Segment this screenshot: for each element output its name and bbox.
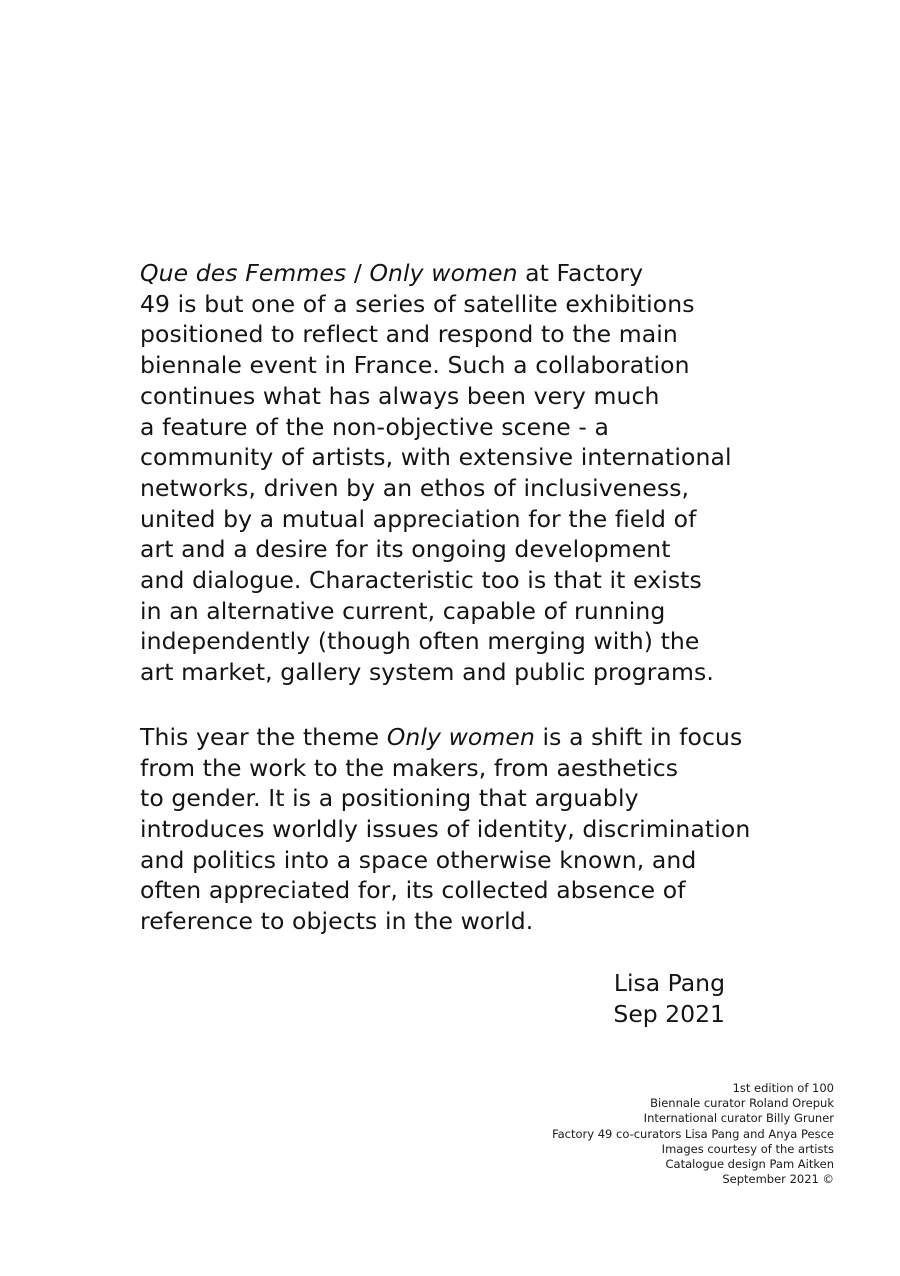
- essay-line: a feature of the non-objective scene - a: [140, 412, 609, 441]
- signature-date: Sep 2021: [613, 1000, 725, 1028]
- essay-line: introduces worldly issues of identity, discrimination: [140, 814, 751, 843]
- credit-line: Biennale curator Roland Orepuk: [650, 1096, 834, 1111]
- line-rest: is a shift in focus: [534, 722, 743, 751]
- theme-title: Only women: [386, 722, 535, 751]
- essay-line: and dialogue. Characteristic too is that it exists: [140, 566, 702, 595]
- line-rest: at Factory: [517, 259, 644, 287]
- essay-line: art and a desire for its ongoing development: [140, 535, 671, 564]
- essay-line: networks, driven by an ethos of inclusiveness,: [140, 473, 690, 502]
- essay-line: often appreciated for, its collected absence of: [140, 876, 686, 905]
- edition-note: 1st edition of 100: [732, 1081, 834, 1095]
- essay-line: and politics into a space otherwise known, and: [140, 845, 697, 874]
- essay-line: reference to objects in the world.: [140, 907, 534, 936]
- colophon: [414, 1081, 834, 1187]
- essay-line: 49 is but one of a series of satellite exhibitions: [140, 289, 695, 318]
- signature-block: [600, 968, 725, 1030]
- essay-text: [140, 258, 820, 937]
- paragraph-gap: [140, 688, 820, 722]
- copyright-line: September 2021 ©: [722, 1172, 834, 1187]
- essay-line: united by a mutual appreciation for the field of: [140, 504, 697, 533]
- credit-line: International curator Billy Gruner: [643, 1111, 834, 1126]
- title-separator: /: [346, 259, 370, 287]
- essay-line: to gender. It is a positioning that arguably: [140, 784, 639, 813]
- essay-line: from the work to the makers, from aesthetics: [140, 753, 679, 782]
- essay-line: biennale event in France. Such a collaboration: [140, 351, 690, 380]
- essay-line: art market, gallery system and public programs.: [140, 658, 714, 687]
- essay-line: continues what has always been very much: [140, 381, 660, 410]
- essay-line: independently (though often merging with) the: [140, 627, 700, 656]
- credit-line: Factory 49 co-curators Lisa Pang and Anya Pesce: [552, 1126, 834, 1141]
- essay-line: positioned to reflect and respond to the main: [140, 320, 678, 349]
- credit-line: Images courtesy of the artists: [661, 1141, 834, 1156]
- credit-line: Catalogue design Pam Aitken: [665, 1157, 834, 1172]
- line-start: This year the theme: [140, 722, 387, 751]
- essay-line: in an alternative current, capable of running: [140, 596, 666, 625]
- essay-line: [140, 258, 820, 289]
- title-english: Only women: [369, 259, 518, 287]
- author-name: Lisa Pang: [613, 969, 725, 997]
- essay-line: community of artists, with extensive international: [140, 443, 732, 472]
- title-french: Que des Femmes: [140, 259, 347, 287]
- essay-line: [140, 722, 820, 753]
